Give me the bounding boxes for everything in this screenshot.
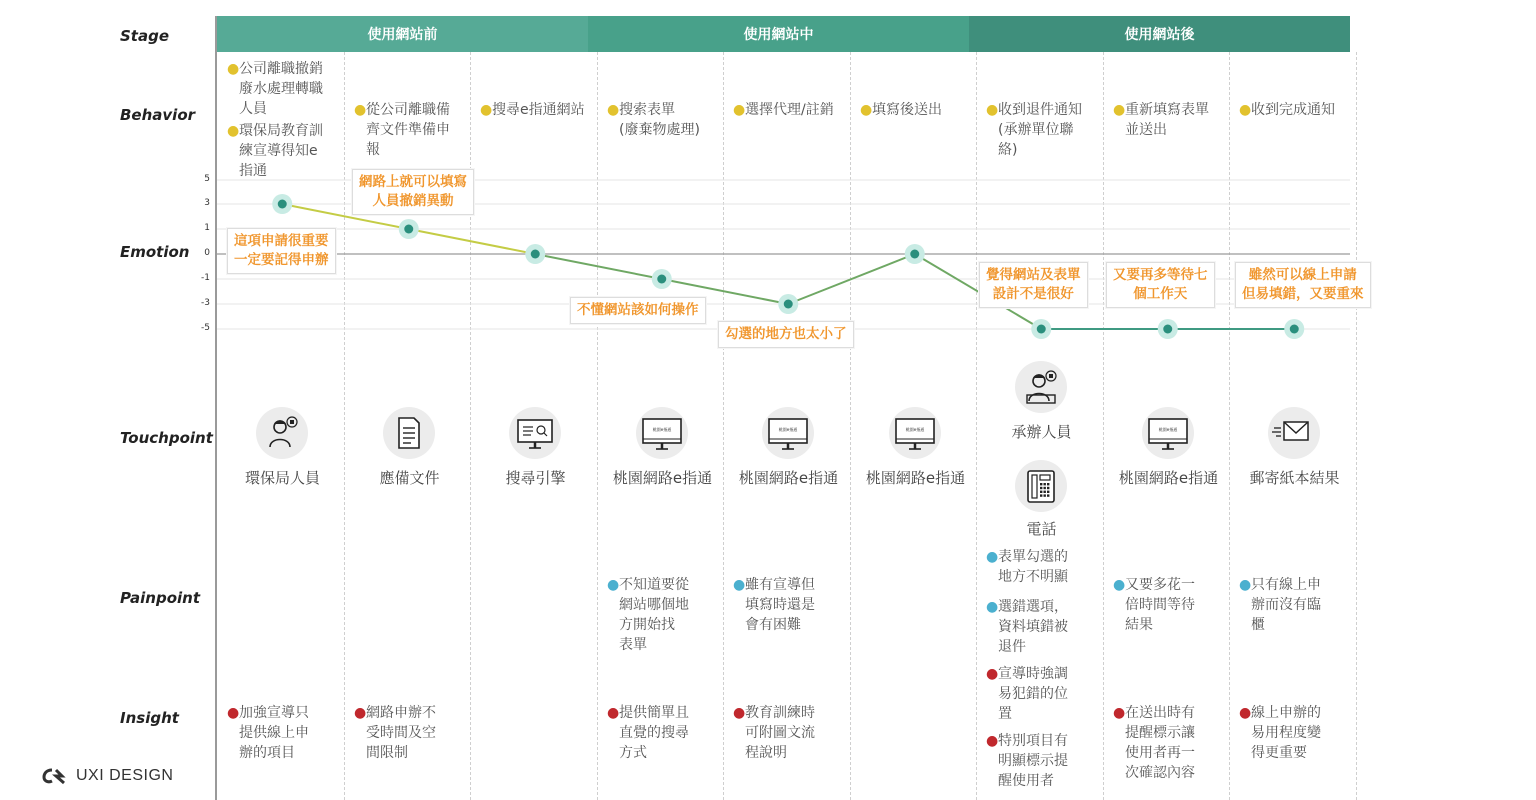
emotion-point	[784, 300, 793, 309]
text-line: 線上申辦的	[1251, 705, 1321, 721]
touchpoint-label: 應備文件	[379, 469, 440, 487]
text-line: 選擇代理/註銷	[745, 102, 834, 118]
emotion-callout	[979, 262, 1088, 308]
text-line: 程說明	[745, 745, 787, 761]
emotion-line-segment	[409, 229, 536, 254]
text-line: 特別項目有	[998, 733, 1068, 749]
callout-line: 雖然可以線上申請	[1248, 267, 1357, 283]
bullet-dot: ●	[733, 577, 746, 593]
bullet-dot: ●	[733, 102, 746, 118]
text-line: 退件	[998, 639, 1026, 655]
text-line: 可附圖文流	[745, 725, 815, 741]
touchpoint-label: 電話	[1026, 520, 1057, 538]
callout-line: 覺得網站及表單	[986, 267, 1081, 283]
document-icon-glyph	[383, 407, 435, 459]
text-line: 報	[366, 142, 380, 158]
bullet-dot: ●	[607, 102, 620, 118]
touchpoint-label: 桃園網路e指通	[1118, 469, 1219, 487]
text-line: 櫃	[1251, 617, 1265, 633]
bullet-dot: ●	[986, 102, 999, 118]
painpoint-item	[607, 575, 689, 655]
text-line: 重新填寫表單	[1125, 102, 1209, 118]
monitor-icon	[762, 407, 814, 459]
y-tick-label: -3	[201, 298, 210, 308]
text-line: 結果	[1125, 617, 1153, 633]
emotion-point	[1163, 325, 1172, 334]
row-label-painpoint: Painpoint	[120, 589, 201, 607]
clerk-icon-glyph	[1015, 361, 1067, 413]
text-line: 辦的項目	[239, 745, 295, 761]
y-tick-label: 1	[204, 223, 210, 233]
bullet-dot: ●	[986, 549, 999, 565]
insight-item	[1239, 703, 1321, 763]
text-line: 方式	[619, 745, 647, 761]
text-line: 收到退件通知	[998, 102, 1082, 118]
text-line: 人員	[239, 101, 267, 117]
touchpoint-label: 郵寄紙本結果	[1249, 469, 1340, 487]
text-line: 醒使用者	[998, 773, 1054, 789]
text-line: 選錯選項，	[998, 599, 1068, 615]
emotion-callout	[227, 228, 336, 274]
bullet-dot: ●	[1113, 102, 1126, 118]
insight-item	[986, 731, 1068, 791]
painpoint-item	[986, 547, 1068, 587]
person-icon	[256, 407, 308, 459]
callout-line: 這項申請很重要	[234, 233, 329, 249]
text-line: 倍時間等待	[1125, 597, 1195, 613]
stage-during: 使用網站中	[588, 16, 969, 52]
text-line: 表單勾選的	[998, 549, 1068, 565]
insight-item	[733, 703, 815, 763]
bullet-dot: ●	[860, 102, 873, 118]
bullet-dot: ●	[607, 705, 620, 721]
monitor-icon	[636, 407, 688, 459]
text-line: 公司離職撤銷	[239, 61, 323, 77]
text-line: 填寫時還是	[745, 597, 815, 613]
text-line: 練宣導得知e	[239, 143, 318, 159]
bullet-dot: ●	[1113, 577, 1126, 593]
emotion-callout	[352, 169, 474, 215]
stage-before: 使用網站前	[217, 16, 588, 52]
row-label-stage: Stage	[120, 27, 170, 45]
bullet-dot: ●	[354, 705, 367, 721]
row-label-touchpoint: Touchpoint	[120, 429, 213, 447]
text-line: 加強宣導只	[239, 705, 309, 721]
painpoint-item	[1239, 575, 1321, 635]
text-line: 雖有宣導但	[745, 577, 815, 593]
svg-text:桃園e指通: 桃園e指通	[905, 427, 925, 432]
insight-item	[1113, 703, 1195, 783]
row-label-behavior: Behavior	[120, 106, 196, 124]
y-tick-label: 0	[204, 248, 210, 258]
text-line: 不知道要從	[619, 577, 689, 593]
callout-line: 網路上就可以填寫	[359, 174, 467, 190]
text-line: 次確認內容	[1125, 765, 1195, 781]
text-line: 置	[998, 706, 1012, 722]
bullet-dot: ●	[480, 102, 493, 118]
emotion-callout	[718, 321, 854, 348]
text-line: 表單	[619, 637, 647, 653]
painpoint-item	[733, 575, 815, 635]
text-line: 易用程度變	[1251, 725, 1321, 741]
svg-text:桃園e指通: 桃園e指通	[652, 427, 672, 432]
row-label-insight: Insight	[120, 709, 179, 727]
callout-line: 一定要記得申辦	[234, 252, 329, 268]
text-line: 又要多花一	[1125, 577, 1195, 593]
touchpoint-label: 環保局人員	[244, 469, 320, 487]
callout-line: 但易填錯，又要重來	[1242, 286, 1364, 302]
y-tick-label: -1	[201, 273, 210, 283]
bullet-dot: ●	[733, 705, 746, 721]
svg-text:桃園e指通: 桃園e指通	[1158, 427, 1178, 432]
text-line: 齊文件準備申	[366, 122, 450, 138]
monitor-icon	[1142, 407, 1194, 459]
emotion-point	[531, 250, 540, 259]
callout-line: 不懂網站該如何操作	[577, 302, 699, 318]
text-line: 廢水處理轉職	[239, 81, 323, 97]
bullet-dot: ●	[1239, 577, 1252, 593]
text-line: 方開始找	[619, 617, 675, 633]
text-line: 指通	[239, 163, 267, 179]
callout-line: 個工作天	[1133, 286, 1188, 302]
search-screen-icon-glyph	[509, 407, 561, 459]
row-label-emotion: Emotion	[120, 243, 190, 261]
monitor-icon	[889, 407, 941, 459]
text-line: 資料填錯被	[998, 619, 1068, 635]
y-tick-label: -5	[201, 323, 210, 333]
emotion-point	[1037, 325, 1046, 334]
text-line: 宣導時強調	[998, 666, 1068, 682]
text-line: 在送出時有	[1125, 705, 1195, 721]
text-line: 提醒標示讓	[1125, 725, 1195, 741]
insight-item	[354, 703, 436, 763]
callout-line: 勾選的地方也太小了	[725, 326, 847, 342]
text-line: 明顯標示提	[998, 753, 1068, 769]
emotion-line-segment	[535, 254, 662, 279]
document-icon	[383, 407, 435, 459]
text-line: 提供簡單且	[619, 705, 689, 721]
insight-item	[607, 703, 689, 763]
bullet-dot: ●	[227, 61, 240, 77]
emotion-point	[278, 200, 287, 209]
emotion-callout	[1106, 262, 1215, 308]
logo-text: UXI DESIGN	[76, 767, 174, 784]
text-line: 網站哪個地	[619, 597, 689, 613]
text-line: 辦而沒有臨	[1251, 597, 1321, 613]
touchpoint-label: 桃園網路e指通	[865, 469, 966, 487]
bullet-dot: ●	[227, 123, 240, 139]
svg-text:桃園e指通: 桃園e指通	[778, 427, 798, 432]
bullet-dot: ●	[1239, 705, 1252, 721]
logo-mark-icon	[42, 767, 70, 785]
clerk-icon	[1015, 361, 1067, 413]
text-line: 使用者再一	[1125, 745, 1195, 761]
text-line: 環保局教育訓	[239, 123, 323, 139]
bullet-dot: ●	[227, 705, 240, 721]
touchpoint-label: 搜尋引擎	[505, 469, 566, 487]
monitor-icon-glyph	[636, 407, 688, 459]
bullet-dot: ●	[1113, 705, 1126, 721]
emotion-point	[1290, 325, 1299, 334]
bullet-dot: ●	[354, 102, 367, 118]
text-line: 直覺的搜尋	[619, 725, 689, 741]
bullet-dot: ●	[986, 666, 999, 682]
y-tick-label: 3	[204, 198, 210, 208]
bullet-dot: ●	[986, 733, 999, 749]
touchpoint-label: 桃園網路e指通	[738, 469, 839, 487]
text-line: 收到完成通知	[1251, 102, 1335, 118]
insight-item	[227, 703, 309, 763]
callout-line: 又要再多等待七	[1113, 267, 1208, 283]
text-line: 地方不明顯	[998, 569, 1068, 585]
text-line: 得更重要	[1251, 745, 1307, 761]
painpoint-item	[1113, 575, 1195, 635]
phone-icon-glyph	[1015, 460, 1067, 512]
callout-line: 設計不是很好	[992, 286, 1074, 302]
mail-icon	[1268, 407, 1320, 459]
emotion-point	[657, 275, 666, 284]
bullet-dot: ●	[986, 599, 999, 615]
logo	[42, 767, 173, 785]
bullet-dot: ●	[1239, 102, 1252, 118]
text-line: 受時間及空	[366, 725, 436, 741]
text-line: 只有線上申	[1251, 577, 1321, 593]
touchpoint-label: 承辦人員	[1011, 423, 1072, 441]
text-line: 易犯錯的位	[998, 686, 1068, 702]
emotion-point	[910, 250, 919, 259]
insight-item	[986, 664, 1068, 724]
mail-icon-glyph	[1268, 407, 1320, 459]
text-line: 填寫後送出	[872, 102, 942, 118]
monitor-icon-glyph	[889, 407, 941, 459]
monitor-icon-glyph	[1142, 407, 1194, 459]
emotion-callout	[1235, 262, 1371, 308]
search-screen-icon	[509, 407, 561, 459]
text-line: (承辦單位聯	[998, 122, 1074, 138]
painpoint-item	[986, 597, 1068, 657]
touchpoint-label: 桃園網路e指通	[612, 469, 713, 487]
stage-after: 使用網站後	[969, 16, 1350, 52]
emotion-point	[404, 225, 413, 234]
emotion-callout	[570, 297, 706, 324]
text-line: 絡)	[998, 142, 1018, 158]
person-icon-glyph	[256, 407, 308, 459]
text-line: 提供線上申	[239, 725, 309, 741]
callout-line: 人員撤銷異動	[372, 193, 454, 209]
text-line: (廢棄物處理)	[619, 122, 700, 138]
phone-icon	[1015, 460, 1067, 512]
text-line: 搜索表單	[619, 102, 675, 118]
y-tick-label: 5	[204, 174, 210, 184]
text-line: 網路申辦不	[366, 705, 436, 721]
text-line: 從公司離職備	[366, 102, 450, 118]
text-line: 會有困難	[745, 617, 801, 633]
monitor-icon-glyph	[762, 407, 814, 459]
text-line: 間限制	[366, 745, 408, 761]
text-line: 並送出	[1125, 122, 1167, 138]
text-line: 教育訓練時	[745, 705, 815, 721]
bullet-dot: ●	[607, 577, 620, 593]
text-line: 搜尋e指通網站	[492, 102, 585, 118]
